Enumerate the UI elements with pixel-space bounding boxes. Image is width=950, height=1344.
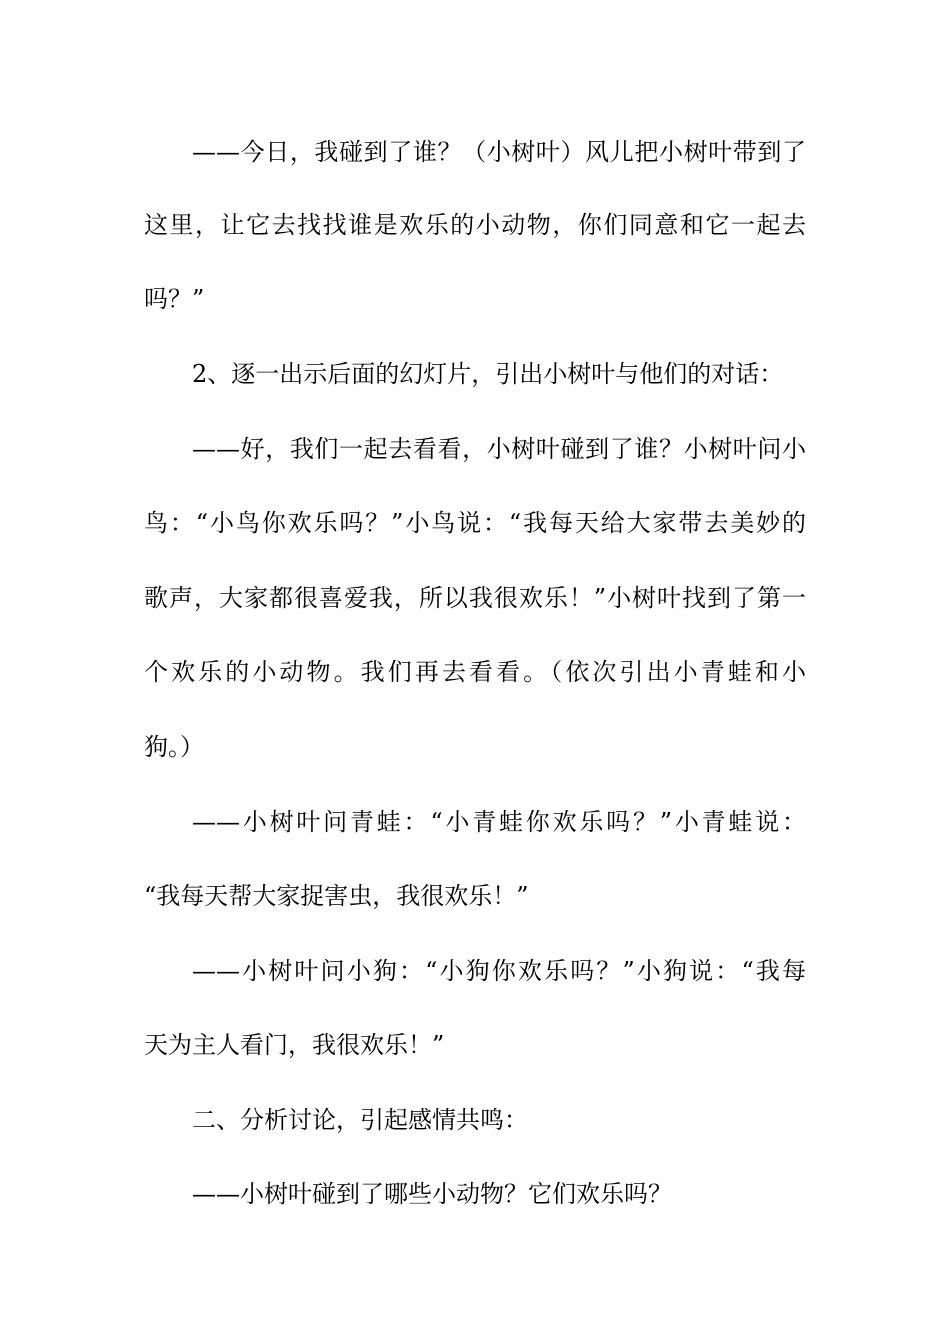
text-line-12: ——小树叶问小狗：“小狗你欢乐吗？”小狗说：“我每 <box>192 957 806 985</box>
text-line-11: “我每天帮大家捉害虫，我很欢乐！” <box>144 882 529 910</box>
text-line-1: ——今日，我碰到了谁？（小树叶）风儿把小树叶带到了 <box>192 138 806 166</box>
text-line-4: 2、逐一出示后面的幻灯片，引出小树叶与他们的对话： <box>192 360 784 388</box>
text-line-8: 个欢乐的小动物。我们再去看看。（依次引出小青蛙和小 <box>144 658 806 686</box>
text-line-9: 狗。） <box>144 733 204 761</box>
text-line-7: 歌声，大家都很喜爱我，所以我很欢乐！”小树叶找到了第一 <box>144 584 806 612</box>
text-line-2: 这里，让它去找找谁是欢乐的小动物，你们同意和它一起去 <box>144 211 806 239</box>
text-line-15: ——小树叶碰到了哪些小动物？它们欢乐吗？ <box>192 1180 672 1208</box>
text-line-13: 天为主人看门，我很欢乐！” <box>144 1031 445 1059</box>
text-line-10: ——小树叶问青蛙：“小青蛙你欢乐吗？”小青蛙说： <box>192 808 806 836</box>
text-line-3: 吗？” <box>144 285 205 313</box>
text-line-6: 鸟：“小鸟你欢乐吗？”小鸟说：“我每天给大家带去美妙的 <box>144 509 806 537</box>
section-heading: 二、分析讨论，引起感情共鸣： <box>192 1106 528 1134</box>
text-line-5: ——好，我们一起去看看，小树叶碰到了谁？小树叶问小 <box>192 435 806 463</box>
